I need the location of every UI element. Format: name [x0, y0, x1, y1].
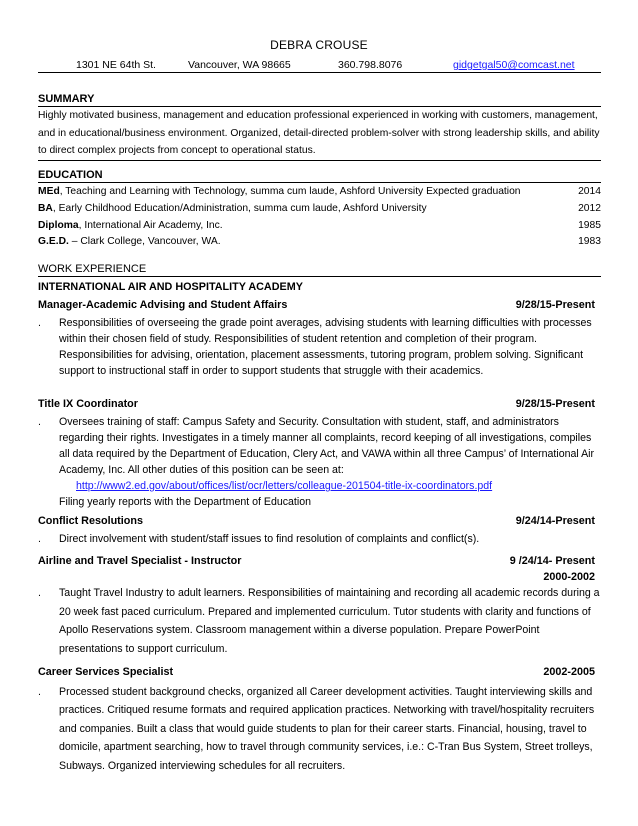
title-ix-link[interactable]: http://www2.ed.gov/about/offices/list/ocr/letters/colleague-201504-title-ix-coordinators.pdf	[76, 480, 493, 492]
education-item: G.E.D. – Clark College, Vancouver, WA. 1983	[38, 236, 601, 247]
job-description: . Processed student background checks, organized all Career development activities. Taught interviewing skills and practices. Critiqued resume formats and required application practices. Networking with travel/hospitality recruiters and companies. Built a class that would guide students to plan for their career starts. Financial, housing, travel to domicile, apartment searching, how to travel through community services, i.e.: C-Tran Bus System, Street trolleys, Subways. Organized interviewing schedules for all recruiters.	[38, 686, 595, 772]
work-experience-heading: WORK EXPERIENCE	[38, 263, 601, 277]
email-link[interactable]: gidgetgal50@comcast.net	[453, 59, 575, 71]
education-item: BA, Early Childhood Education/Administration, summa cum laude, Ashford University 2012	[38, 203, 601, 214]
job-title: Career Services Specialist 2002-2005	[38, 666, 595, 678]
job-title: Conflict Resolutions 9/24/14-Present	[38, 515, 595, 527]
job-title: Title IX Coordinator 9/28/15-Present	[38, 398, 595, 410]
phone: 360.798.8076	[338, 59, 403, 71]
address: 1301 NE 64th St.	[76, 59, 156, 71]
city: Vancouver, WA 98665	[188, 59, 291, 71]
education-item: MEd, Teaching and Learning with Technology, summa cum laude, Ashford University Expected graduation 2014	[38, 186, 601, 197]
summary-text: Highly motivated business, management and education professional experienced in working with customers, management, and in educational/business environment. Organized, detail-directed problem-solver with strong leadership skills, and ability to direct complex projects from concept to operational status.	[38, 107, 601, 161]
job-title: Airline and Travel Specialist - Instructor 9 /24/14- Present	[38, 555, 595, 567]
education-item: Diploma, International Air Academy, Inc. 1985	[38, 220, 601, 231]
summary-heading: SUMMARY	[38, 93, 601, 107]
contact-line	[38, 58, 601, 73]
employer-name: INTERNATIONAL AIR AND HOSPITALITY ACADEMY	[38, 281, 303, 293]
job-description: . Oversees training of staff: Campus Safety and Security. Consultation with student, staff, and administrators regarding their rights. Investigates in a timely manner all complaints, record keeping of all investigations, compiles all data required by the Department of Education, Clery Act, and VAWA within all three Campus’ of International Air Academy, Inc. All other duties of this position can be seen at: http://www2.ed.gov/about/offices/list/ocr/letters/colleague-201504-title-ix-coordinators.pdf Filing yearly reports with the Department of Education	[38, 416, 595, 508]
job-description: . Direct involvement with student/staff issues to find resolution of complaints and conflict(s).	[38, 533, 480, 545]
job-description: . Responsibilities of overseeing the grade point averages, advising students with learning difficulties with processes within their chosen field of study. Responsibilities of student retention and completion of their program. Responsibilities for advising, orientation, placement assessments, tutoring program, problem solving. Significant support to instructional staff in order to support students that struggle with their academics.	[38, 317, 592, 377]
job-title: Manager-Academic Advising and Student Affairs 9/28/15-Present	[38, 299, 595, 311]
job-description: . Taught Travel Industry to adult learners. Responsibilities of maintaining and recording all academic records during a 20 week fast paced curriculum. Prepared and implemented curriculum. Tutor students with clarity and functions of Apollo Reservations system. Classroom management within a diverse population. Prepare PowerPoint presentations to support curriculum.	[38, 587, 600, 655]
education-heading: EDUCATION	[38, 169, 601, 183]
resume-name: DEBRA CROUSE	[270, 38, 368, 52]
